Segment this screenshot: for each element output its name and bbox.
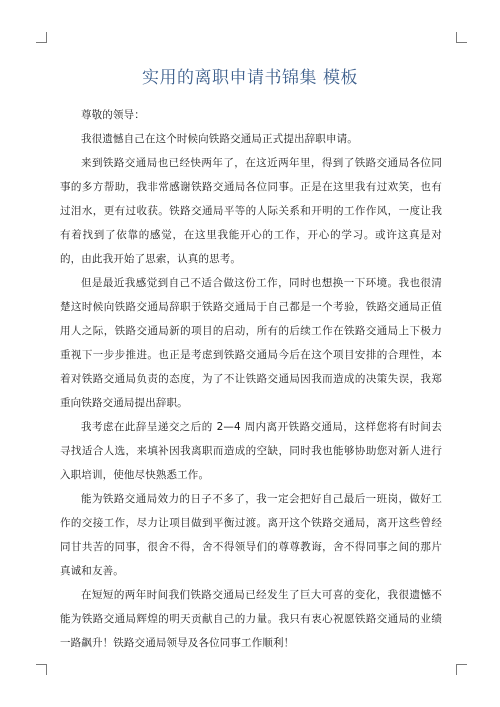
paragraph: 但是最近我感觉到自己不适合做这份工作，同时也想换一下环境。我也很清楚这时候向铁路交通局辞职于铁路交通局于自己都是一个考验，铁路交通局正值用人之际，铁路交通局新的项目的启动，所有的后续工作在铁路交通局上下极力重视下一步步推进。也正是考虑到铁路交通局今后在这个项目安排的合理性，本着对铁路交通局负责的态度，为了不让铁路交通局因我而造成的决策失误，我郑重向铁路交通局提出辞职。 <box>60 277 442 409</box>
paragraph: 来到铁路交通局也已经快两年了，在这近两年里，得到了铁路交通局各位同事的多方帮助，我非常感谢铁路交通局各位同事。正是在这里我有过欢笑，也有过泪水，更有过收获。铁路交通局平等的人际关系和开明的工作作风，一度让我有着找到了依靠的感觉，在这里我能开心的工作，开心的学习。或许这真是对的，由此我开始了思索，认真的思考。 <box>60 157 442 265</box>
paragraph: 能为铁路交通局效力的日子不多了，我一定会把好自己最后一班岗，做好工作的交接工作，尽力让项目做到平衡过渡。离开这个铁路交通局，离开这些曾经同甘共苦的同事，很舍不得，舍不得领导们的尊尊教诲，舍不得同事之间的那片真诚和友善。 <box>60 493 442 577</box>
crop-mark-top-right <box>456 32 467 43</box>
paragraph: 我考虑在此辞呈递交之后的 2—4 周内离开铁路交通局，这样您将有时间去寻找适合人选，来填补因我离职而造成的空缺，同时我也能够协助您对新人进行入职培训，使他尽快熟悉工作。 <box>60 421 442 481</box>
paragraph: 我很遗憾自己在这个时候向铁路交通局正式提出辞职申请。 <box>81 133 358 145</box>
document-body <box>60 103 442 655</box>
crop-mark-bottom-left <box>36 664 47 675</box>
crop-mark-bottom-right <box>456 664 467 675</box>
crop-mark-top-left <box>36 32 47 43</box>
salutation: 尊敬的领导： <box>81 109 145 121</box>
document-title: 实用的离职申请书锦集 模板 <box>142 68 358 88</box>
paragraph: 在短短的两年时间我们铁路交通局已经发生了巨大可喜的变化，我很遗憾不能为铁路交通局辉煌的明天贡献自己的力量。我只有衷心祝愿铁路交通局的业绩一路飙升！铁路交通局领导及各位同事工作顺利！ <box>60 589 442 649</box>
